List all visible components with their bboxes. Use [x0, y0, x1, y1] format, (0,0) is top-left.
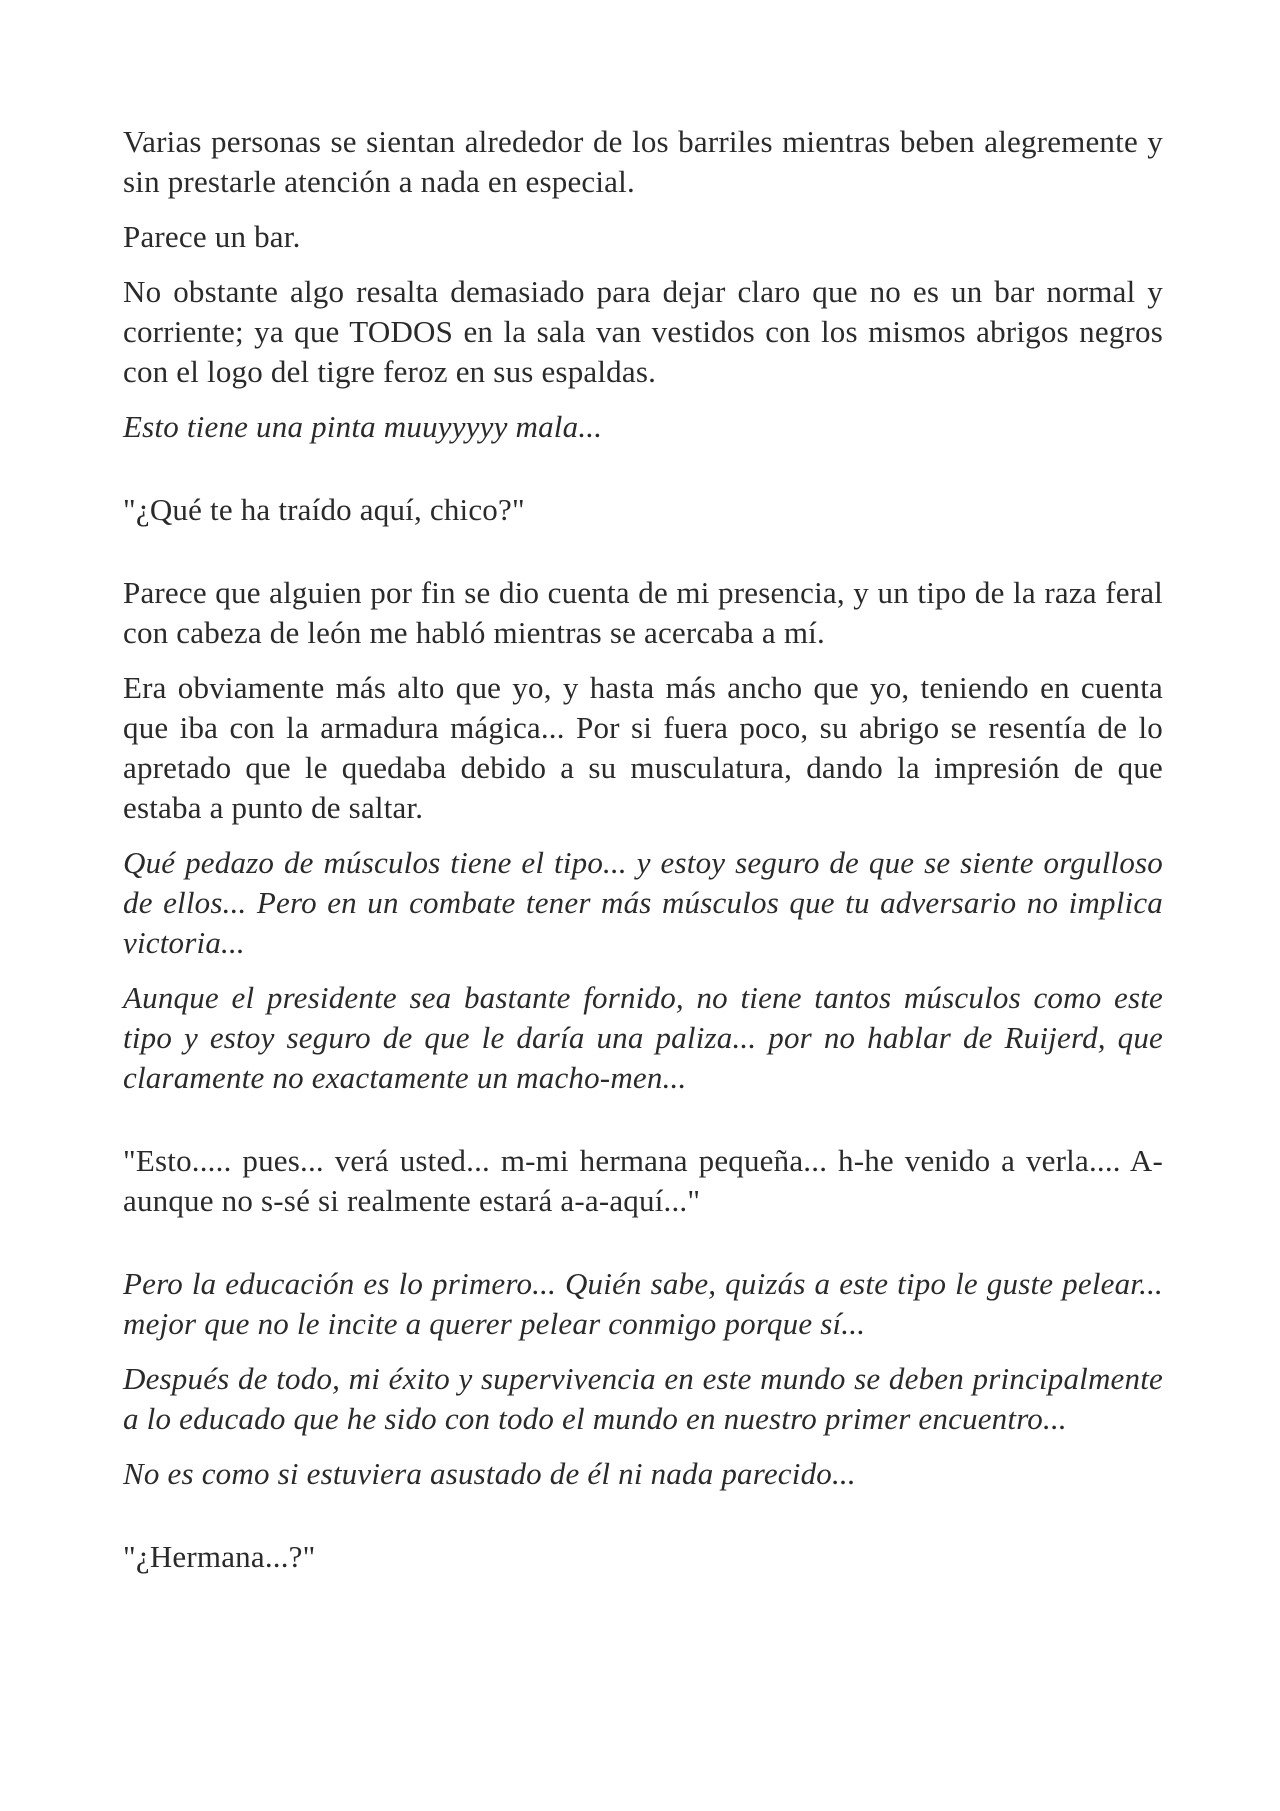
paragraph-3: No obstante algo resalta demasiado para dejar claro que no es un bar normal y corriente; ya que TODOS en la sala van vestidos con los mismos abrigos negros con el logo del tigre feroz en sus espaldas. [123, 274, 1163, 389]
paragraph-4-thought: Esto tiene una pinta muuyyyyy mala... [123, 409, 603, 444]
paragraph-9-thought: Aunque el presidente sea bastante fornido, no tiene tantos músculos como este tipo y estoy seguro de que le daría una paliza... por no hablar de Ruijerd, que claramente no exactamente un macho-men... [123, 980, 1163, 1095]
paragraph-11-thought: Pero la educación es lo primero... Quién sabe, quizás a este tipo le guste pelear... mejor que no le incite a querer pelear conmigo porque sí... [123, 1266, 1163, 1341]
paragraph-12-thought: Después de todo, mi éxito y supervivencia en este mundo se deben principalmente a lo educado que he sido con todo el mundo en nuestro primer encuentro... [123, 1361, 1163, 1436]
paragraph-2: Parece un bar. [123, 219, 301, 254]
paragraph-10-dialogue: "Esto..... pues... verá usted... m-mi hermana pequeña... h-he venido a verla.... A-aunque no s-sé si realmente estará a-a-aquí..." [123, 1143, 1163, 1218]
paragraph-14-dialogue: "¿Hermana...?" [123, 1539, 316, 1574]
paragraph-1: Varias personas se sientan alrededor de los barriles mientras beben alegremente y sin prestarle atención a nada en especial. [123, 124, 1163, 199]
paragraph-13-thought: No es como si estuviera asustado de él ni nada parecido... [123, 1456, 856, 1491]
document-page [123, 122, 1163, 1577]
paragraph-8-thought: Qué pedazo de músculos tiene el tipo... y estoy seguro de que se siente orgulloso de ellos... Pero en un combate tener más músculos que tu adversario no implica victoria... [123, 845, 1163, 960]
paragraph-5-dialogue: "¿Qué te ha traído aquí, chico?" [123, 492, 525, 527]
paragraph-7: Era obviamente más alto que yo, y hasta más ancho que yo, teniendo en cuenta que iba con la armadura mágica... Por si fuera poco, su abrigo se resentía de lo apretado que le quedaba debido a su musculatura, dando la impresión de que estaba a punto de saltar. [123, 670, 1163, 825]
paragraph-6: Parece que alguien por fin se dio cuenta de mi presencia, y un tipo de la raza feral con cabeza de león me habló mientras se acercaba a mí. [123, 575, 1163, 650]
